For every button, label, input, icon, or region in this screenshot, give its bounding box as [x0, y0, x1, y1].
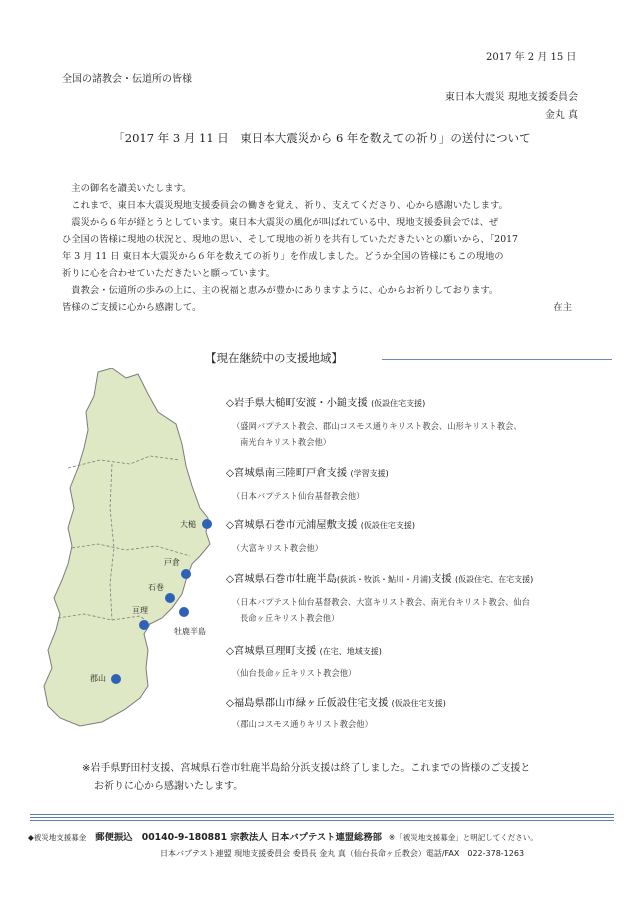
contact-info: 日本バプテスト連盟 現地支援委員会 委員長 金丸 真（仙台長命ヶ丘教会）電話/FAX 022-378-1263 [160, 849, 525, 858]
region-churches [232, 418, 522, 450]
region-church-line: （日本バプテスト仙台基督教会、大富キリスト教会、南光台キリスト教会、仙台 [232, 597, 531, 607]
map-label-koriyama: 郡山 [90, 674, 106, 683]
region-name-tail: 支援 [431, 573, 452, 585]
footnote-line: ※岩手県野田村支援、宮城県石巻市牡鹿半島給分浜支援は終了しました。これまでの皆様のご支援と [82, 763, 531, 774]
footer-rule [30, 820, 614, 821]
region-title [226, 464, 389, 479]
footer-rule [30, 814, 614, 815]
closing-word: 在主 [553, 302, 572, 313]
body-line: 貴教会・伝道所の歩みの上に、主の祝福と恵みが豊かにありますように、心からお祈りしております。 [71, 285, 499, 296]
map-label-togura: 戸倉 [164, 558, 180, 567]
body-line: これまで、東日本大震災現地支援委員会の働きを覚え、祈り、支えてくださり、心から感謝いたします。 [71, 200, 508, 211]
region-note: (学習支援) [350, 469, 389, 478]
region-title [226, 694, 446, 709]
map-marker-watari [139, 620, 149, 630]
region-church-line: （仙台長命ヶ丘キリスト教会他） [232, 668, 357, 678]
region-church-line: （大富キリスト教会他） [232, 543, 324, 553]
region-church-line: （盛岡バプテスト教会、郡山コスモス通りキリスト教会、山形キリスト教会、 [232, 421, 522, 431]
section-title: 【現在継続中の支援地域】 [205, 351, 343, 365]
region-title [226, 642, 382, 657]
region-note: (仮設住宅支援) [371, 399, 426, 408]
region-church-line: 南光台キリスト教会他） [240, 437, 332, 447]
map-land [44, 368, 210, 726]
letter-body [62, 180, 582, 316]
region-note: (仮設住宅支援) [391, 699, 446, 708]
region-note: (仮設住宅、在宅支援) [455, 575, 534, 584]
fund-label: ◆被災地支援募金 [28, 833, 87, 842]
map-label-ishinomaki: 石巻 [148, 583, 164, 592]
body-last-line: 皆様のご支援に心から感謝して。 [62, 302, 202, 313]
region-name: ◇宮城県石巻市元浦屋敷支援 [226, 519, 358, 531]
region-name: ◇福島県郡山市緑ヶ丘仮設住宅支援 [226, 697, 389, 709]
letter-subject: 「2017 年 3 月 11 日 東日本大震災から 6 年を数えての祈り」の送付について [113, 131, 531, 145]
sender-organization: 東日本大震災 現地支援委員会 [444, 92, 578, 103]
region-note: (仮設住宅支援) [360, 521, 416, 530]
letter-date: 2017 年 2 月 15 日 [486, 52, 577, 63]
region-church-line: （郡山コスモス通りキリスト教会他） [232, 719, 373, 729]
section-divider [382, 359, 612, 360]
sender-name: 金丸 真 [544, 110, 578, 121]
body-line: 祈りに心を合わせていただきたいと願っています。 [62, 268, 276, 279]
map-label-watari: 亘理 [132, 606, 148, 615]
region-churches [232, 488, 364, 504]
region-churches [232, 594, 530, 626]
addressee: 全国の諸教会・伝道所の皆様 [62, 74, 192, 85]
region-churches [232, 540, 323, 556]
region-churches [232, 665, 356, 681]
region-name: ◇宮城県南三陸町戸倉支援 [226, 467, 348, 479]
tohoku-map [40, 368, 230, 728]
map-marker-togura [181, 569, 191, 579]
region-title [226, 516, 415, 531]
region-note: (在宅、地域支援) [319, 647, 382, 656]
body-closing-line [62, 299, 572, 316]
region-note-sites: (荻浜・牧浜・鮎川・月浦) [336, 575, 432, 584]
map-marker-ishinomaki [165, 593, 175, 603]
map-marker-koriyama [111, 674, 121, 684]
region-title [226, 394, 425, 409]
region-churches [232, 716, 373, 732]
region-name: ◇宮城県石巻市牡鹿半島 [226, 573, 337, 585]
region-church-line: 長命ヶ丘キリスト教会他） [240, 613, 340, 623]
footnote [82, 760, 530, 796]
region-church-line: （日本バプテスト仙台基督教会他） [232, 491, 365, 501]
body-line: ひ全国の皆様に現地の状況と、現地の思い、そして現地の祈りを共有していただきたいとの願いから、「2017 [62, 234, 518, 245]
body-line: 主の御名を讃美いたします。 [71, 183, 192, 194]
map-marker-otsuchi [202, 519, 212, 529]
map-label-oshika: 牡鹿半島 [174, 627, 206, 636]
body-line: 震災から６年が経とうとしています。東日本大震災の風化が叫ばれている中、現地支援委員会では、ぜ [71, 217, 499, 228]
fund-info [28, 829, 538, 843]
footnote-line: お祈りに心から感謝いたします。 [94, 781, 244, 792]
map-marker-oshika [179, 607, 189, 617]
map-label-otsuchi: 大槌 [180, 520, 196, 529]
footer-rule [30, 817, 614, 818]
fund-note: ※「被災地支援募金」と明記してください。 [388, 833, 538, 842]
body-line: 年 3 月 11 日 東日本大震災から６年を数えての祈り」を作成しました。どうか全国の皆様にもこの現地の [62, 251, 504, 262]
region-name: ◇宮城県亘理町支援 [226, 645, 317, 657]
fund-transfer: 郵便振込 00140-9-180881 宗教法人 日本バプテスト連盟総務部 [95, 832, 382, 843]
region-name: ◇岩手県大槌町安渡・小鎚支援 [226, 397, 368, 409]
region-title [226, 570, 533, 585]
